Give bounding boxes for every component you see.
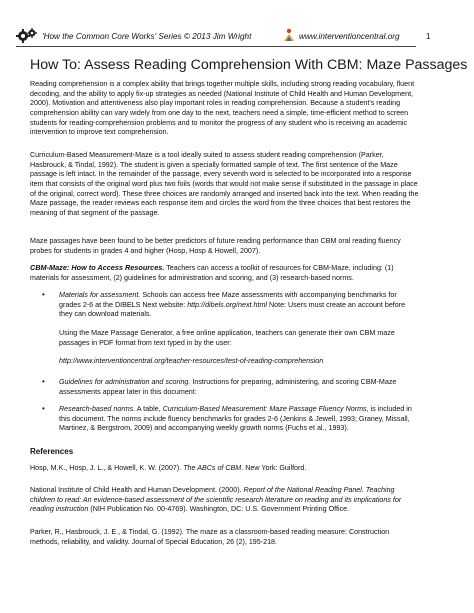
bullet-guidelines (59, 378, 419, 397)
bullet-marker: • (42, 290, 45, 299)
norms-text-b: , is included in this document. The norms include fluency benchmarks for grades 2-6 (Jenkins & Jewell, 1993; Graney, Missall, Martinez, & Bergstrom, 2009) and accompanying weekly growth norms (Fuchs et al., 1993). (59, 405, 412, 433)
ref1-publisher: . New York: Guilford. (241, 464, 307, 472)
bullet-norms (59, 405, 419, 434)
gears-icon (16, 28, 38, 44)
dibels-link[interactable]: http://dibels.org/next.html (187, 300, 267, 309)
resources-text: Teachers can access a toolkit of resources for CBM-Maze, including: (1) materials for assessment, (2) guidelines for administration and scoring, and (3) research-based norms. (30, 264, 394, 282)
maze-description-paragraph: Curriculum-Based Measurement-Maze is a tool ideally suited to assess student reading comprehension (Parker, Hasbrouck, & Tindal, 1992). The student is given a specially formatted sample of text. The first sentence of the Maze passage is left intact. In the remainder of the passage, every seventh word is selected to be incorporated into a response item that consists of the original word plus two foils (words that would not make sense if substituted in the passage in place of the original, correct word). These three choices are randomly arranged and inserted back into the text. When reading the Maze passage, the reader reviews each response item and circles the word from the three choices that best restores the meaning of that segment of the passage. (30, 151, 419, 217)
reference-item (30, 486, 420, 515)
guidelines-text: Instructions for preparing, administering, and scoring CBM-Maze assessments appear later in this document: (59, 378, 397, 396)
series-credit: 'How the Common Core Works' Series © 2013 Jim Wright (42, 32, 252, 41)
references-heading: References (30, 447, 74, 456)
page-number: 1 (426, 32, 431, 41)
materials-text: Schools can access free Maze assessments with accompanying benchmarks for grades 2-6 at the DIBELS Next website: (59, 291, 397, 309)
ref1-authors: Hosp, M.K., Hosp, J. L., & Howell, K. W. (2007). (30, 464, 184, 472)
page-title: How To: Assess Reading Comprehension With CBM: Maze Passages (30, 57, 468, 73)
resources-label: CBM-Maze: How to Access Resources. (30, 263, 165, 272)
intro-paragraph: Reading comprehension is a complex ability that brings together multiple skills, including strong reading vocabulary, fluent decoding, and the ability to apply fix-up strategies as needed (National Institute of Child Health and Human Development, 2000). Motivation and attentiveness also play important roles in reading comprehension. Because a student's reading comprehension ability can vary widely from one day to the next, teachers need a simple, time-efficient method to screen students for reading-comprehension problems and to monitor the progress of any student who is receiving an academic intervention to improve text comprehension. (30, 80, 415, 137)
ref1-title: The ABCs of CBM (183, 464, 242, 472)
norms-table-title: Curriculum-Based Measurement: Maze Passage Fluency Norms (162, 405, 367, 413)
bullet-marker: • (42, 404, 45, 413)
page-header (16, 28, 436, 46)
resources-paragraph (30, 263, 420, 283)
site-url[interactable]: www.interventioncentral.org (299, 32, 400, 41)
maze-predictor-paragraph: Maze passages have been found to be better predictors of future reading performance than CBM oral reading fluency probes for students in grades 4 and higher (Hosp, Hosp & Howell, 2007). (30, 237, 401, 255)
header-divider (16, 46, 416, 47)
maze-generator-url[interactable]: http://www.interventioncentral.org/teacher-resources/test-of-reading-comprehension (59, 357, 324, 365)
ref2-authors: National Institute of Child Health and Human Development. (2000). (30, 486, 244, 494)
ref2-title: Report of the National Reading Panel. Teaching children to read: An evidence-based assessment of the scientific research literature on reading and its implications for reading instruction (30, 486, 402, 514)
materials-note: Note: Users must create an account before they can download materials. (59, 300, 406, 319)
maze-generator-link[interactable] (59, 357, 419, 367)
norms-text-a: A table, (135, 405, 163, 413)
bullet-marker: • (42, 377, 45, 386)
ref2-publisher: (NIH Publication No. 00-4769). Washington, DC: U.S. Government Printing Office. (88, 505, 350, 514)
materials-label: Materials for assessment. (59, 291, 141, 299)
intervention-central-logo-icon (282, 28, 296, 42)
reference-item (30, 464, 420, 474)
guidelines-label: Guidelines for administration and scoring. (59, 378, 191, 386)
norms-label: Research-based norms. (59, 405, 136, 413)
bullet-materials (59, 291, 419, 320)
reference-item: Parker, R., Hasbrouck, J. E., & Tindal, G. (1992). The maze as a classroom-based reading measure: Construction methods, reliability, and validity. Journal of Special Education, 26 (2), 195-218. (30, 528, 390, 546)
maze-generator-paragraph: Using the Maze Passage Generator, a free online application, teachers can generate their own CBM maze passages in PDF format from text typed in by the user: (59, 329, 395, 347)
